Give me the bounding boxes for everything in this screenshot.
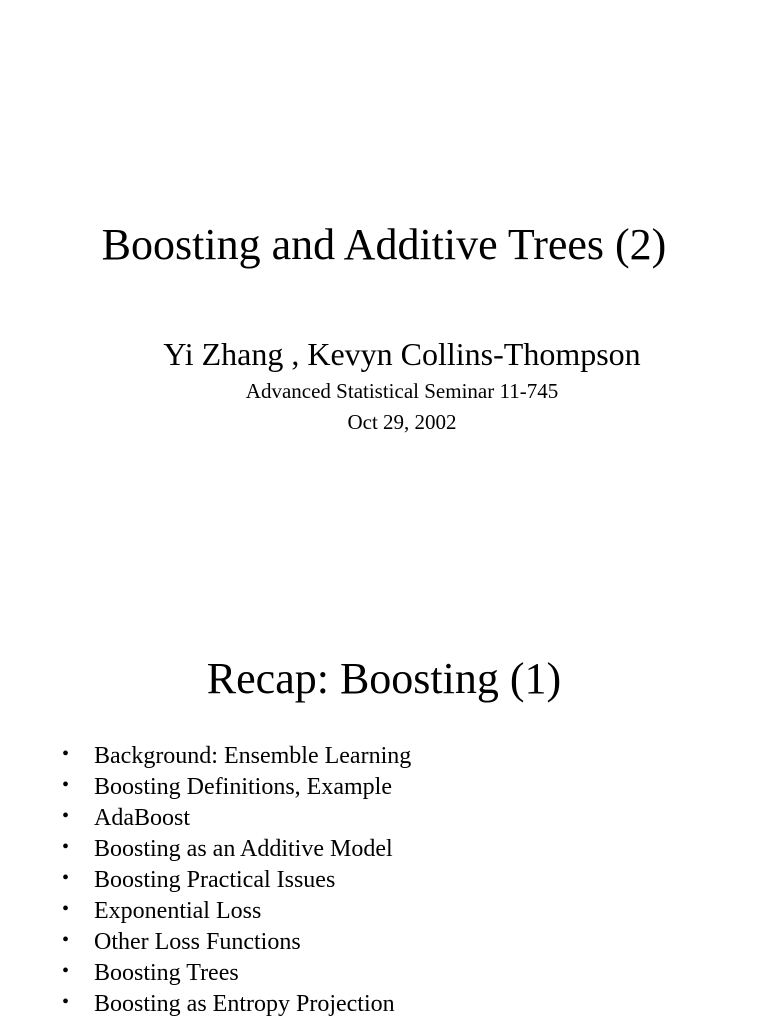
bullet-icon: • bbox=[62, 774, 70, 796]
list-item-text: Other Loss Functions bbox=[94, 929, 301, 955]
bullet-icon: • bbox=[62, 836, 70, 858]
bullet-icon: • bbox=[62, 867, 70, 889]
list-item-text: Boosting Practical Issues bbox=[94, 867, 336, 893]
list-item-text: Boosting as Entropy Projection bbox=[94, 991, 395, 1017]
list-item-text: Boosting as an Additive Model bbox=[94, 836, 393, 862]
list-item-text: Boosting Definitions, Example bbox=[94, 774, 392, 800]
list-item-text: Background: Ensemble Learning bbox=[94, 743, 412, 769]
bullet-icon: • bbox=[62, 898, 70, 920]
bullet-icon: • bbox=[62, 743, 70, 765]
list-item-text: Boosting Trees bbox=[94, 960, 239, 986]
seminar-line: Advanced Statistical Seminar 11-745 bbox=[245, 379, 559, 403]
slide-title: Boosting and Additive Trees (2) bbox=[101, 220, 667, 269]
bullet-icon: • bbox=[62, 991, 70, 1013]
bullet-icon: • bbox=[62, 805, 70, 827]
recap-title: Recap: Boosting (1) bbox=[206, 654, 562, 703]
bullet-icon: • bbox=[62, 929, 70, 951]
date-line: Oct 29, 2002 bbox=[347, 410, 457, 434]
bullet-icon: • bbox=[62, 960, 70, 982]
list-item-text: AdaBoost bbox=[94, 805, 190, 831]
list-item-text: Exponential Loss bbox=[94, 898, 262, 924]
authors-line: Yi Zhang , Kevyn Collins-Thompson bbox=[163, 336, 641, 372]
